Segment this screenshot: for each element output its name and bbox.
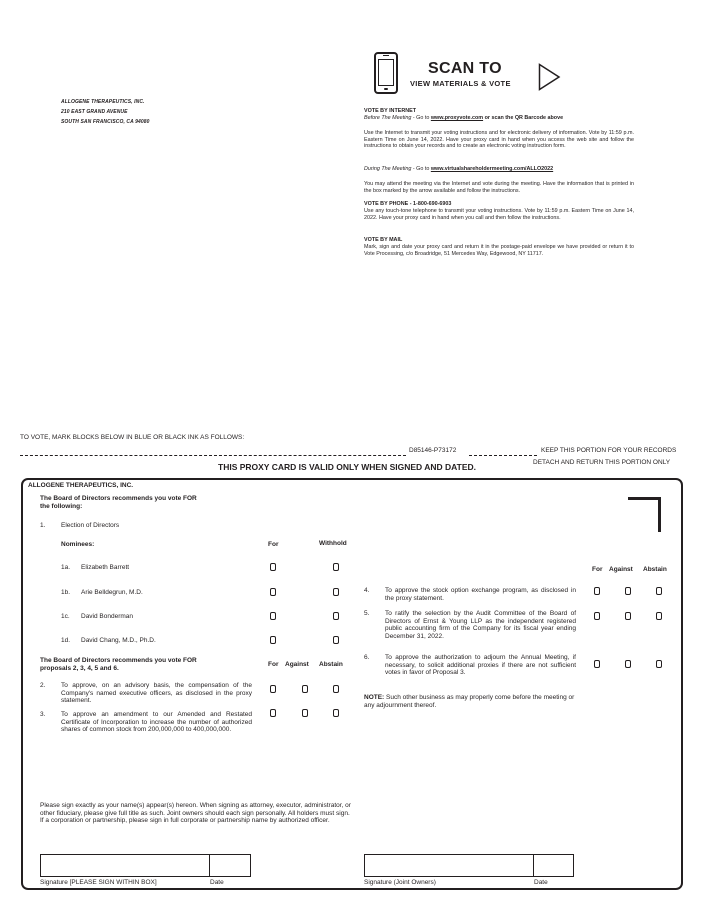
joint-signature-box[interactable] bbox=[364, 854, 534, 877]
proposal-num: 4. bbox=[364, 587, 370, 594]
address-street: 210 EAST GRAND AVENUE bbox=[61, 109, 128, 115]
scan-subtitle: VIEW MATERIALS & VOTE bbox=[410, 79, 511, 88]
checkbox-3-against[interactable] bbox=[302, 709, 308, 717]
checkbox-2-abstain[interactable] bbox=[333, 685, 339, 693]
proxyvote-link[interactable]: www.proxyvote.com bbox=[430, 115, 484, 121]
phone-text: Use any touch-tone telephone to transmit your voting instructions. Vote by 11:59 p.m. Eastern Time on June 14, 2022. Have your proxy card in hand when you call and then follow the instructions. bbox=[364, 208, 634, 221]
checkbox-4-abstain[interactable] bbox=[656, 587, 662, 595]
checkbox-1b-withhold[interactable] bbox=[333, 588, 339, 596]
checkbox-1a-withhold[interactable] bbox=[333, 563, 339, 571]
nominee-num: 1a. bbox=[61, 564, 71, 571]
valid-notice: THIS PROXY CARD IS VALID ONLY WHEN SIGNED AND DATED. bbox=[218, 462, 477, 472]
proposal-text: To approve an amendment to our Amended and Restated Certificate of Incorporation to increase the number of authorized shares of common stock from 200,000,000 to 400,000,000. bbox=[61, 711, 252, 733]
address-name: ALLOGENE THERAPEUTICS, INC. bbox=[61, 99, 145, 105]
rec1-line2: the following: bbox=[40, 503, 83, 510]
checkbox-2-against[interactable] bbox=[302, 685, 308, 693]
note bbox=[364, 694, 576, 709]
before-label: Before The Meeting bbox=[364, 115, 412, 121]
proposal-num: 5. bbox=[364, 610, 370, 617]
address-city: SOUTH SAN FRANCISCO, CA 94080 bbox=[61, 119, 150, 125]
checkbox-1c-withhold[interactable] bbox=[333, 612, 339, 620]
rec1-line1: The Board of Directors recommends you vote FOR bbox=[40, 495, 197, 502]
checkbox-6-for[interactable] bbox=[594, 660, 600, 668]
during-meeting-line bbox=[364, 166, 634, 173]
note-label: NOTE: bbox=[364, 694, 385, 701]
phone-icon bbox=[374, 52, 398, 94]
signature-box[interactable] bbox=[40, 854, 210, 877]
nominees-label: Nominees: bbox=[61, 541, 95, 548]
checkbox-5-for[interactable] bbox=[594, 612, 600, 620]
date-label: Date bbox=[210, 879, 224, 886]
before-tail: or scan the QR Barcode above bbox=[483, 115, 564, 121]
sign-instructions: Please sign exactly as your name(s) appear(s) hereon. When signing as attorney, executor, administrator, or other fiduciary, please give full title as such. Joint owners should each sign personally. All holders must sign. If a corporation or partnership, please sign in full corporate or partnership name by authorized officer. bbox=[40, 802, 351, 824]
mail-header: VOTE BY MAIL bbox=[364, 237, 403, 243]
col-abstain-right: Abstain bbox=[643, 566, 667, 573]
before-go: - Go to bbox=[411, 115, 431, 121]
detach-portion-label: DETACH AND RETURN THIS PORTION ONLY bbox=[533, 459, 671, 466]
before-meeting-line bbox=[364, 115, 634, 122]
col-for-left: For bbox=[268, 661, 279, 668]
nominee-name: David Bonderman bbox=[81, 613, 134, 620]
checkbox-6-abstain[interactable] bbox=[656, 660, 662, 668]
proposal-num: 6. bbox=[364, 654, 370, 661]
mark-instruction: TO VOTE, MARK BLOCKS BELOW IN BLUE OR BLACK INK AS FOLLOWS: bbox=[20, 434, 245, 441]
tear-line-left bbox=[20, 455, 406, 456]
checkbox-2-for[interactable] bbox=[270, 685, 276, 693]
nominee-num: 1b. bbox=[61, 589, 71, 596]
proposal-num: 3. bbox=[40, 711, 46, 718]
checkbox-5-abstain[interactable] bbox=[656, 612, 662, 620]
nominee-num: 1d. bbox=[61, 637, 71, 644]
keep-portion-label: KEEP THIS PORTION FOR YOUR RECORDS bbox=[541, 447, 677, 454]
during-text: You may attend the meeting via the Internet and vote during the meeting. Have the information that is printed in the box marked by the arrow available and follow the instructions. bbox=[364, 181, 634, 194]
control-number: D85146-P73172 bbox=[409, 447, 457, 454]
col-for-right: For bbox=[592, 566, 603, 573]
note-text: Such other business as may properly come before the meeting or any adjournment thereof. bbox=[364, 694, 575, 709]
checkbox-4-against[interactable] bbox=[625, 587, 631, 595]
card-company: ALLOGENE THERAPEUTICS, INC. bbox=[28, 482, 134, 489]
joint-signature-label: Signature (Joint Owners) bbox=[364, 879, 436, 886]
mail-text: Mark, sign and date your proxy card and return it in the postage-paid envelope we have provided or return it to Vote Processing, c/o Broadridge, 51 Mercedes Way, Edgewood, NY 11717. bbox=[364, 244, 634, 257]
checkbox-1c-for[interactable] bbox=[270, 612, 276, 620]
nominee-name: Elizabeth Barrett bbox=[81, 564, 130, 571]
corner-mark bbox=[628, 497, 661, 532]
col-abstain-left: Abstain bbox=[319, 661, 343, 668]
nominee-name: David Chang, M.D., Ph.D. bbox=[81, 637, 156, 644]
col-for-nominees: For bbox=[268, 541, 279, 548]
joint-date-label: Date bbox=[534, 879, 548, 886]
virtual-meeting-link[interactable]: www.virtualshareholdermeeting.com/ALLO2022 bbox=[430, 166, 554, 172]
tear-line-right bbox=[469, 455, 537, 456]
rec2-line1: The Board of Directors recommends you vote FOR bbox=[40, 657, 197, 664]
during-label: During The Meeting bbox=[364, 166, 412, 172]
arrow-icon bbox=[538, 63, 562, 91]
company-address bbox=[61, 97, 150, 127]
phone-header: VOTE BY PHONE - 1-800-690-6903 bbox=[364, 201, 452, 207]
checkbox-1b-for[interactable] bbox=[270, 588, 276, 596]
checkbox-3-for[interactable] bbox=[270, 709, 276, 717]
proposal-text: To ratify the selection by the Audit Committee of the Board of Directors of Ernst & Young LLP as the independent registered public accounting firm of the Company for its fiscal year ending December 31, 2022. bbox=[385, 610, 576, 640]
nominee-name: Arie Belldegrun, M.D. bbox=[81, 589, 143, 596]
checkbox-6-against[interactable] bbox=[625, 660, 631, 668]
item1-label: Election of Directors bbox=[61, 522, 120, 529]
date-box[interactable] bbox=[209, 854, 251, 877]
checkbox-5-against[interactable] bbox=[625, 612, 631, 620]
checkbox-4-for[interactable] bbox=[594, 587, 600, 595]
checkbox-1d-withhold[interactable] bbox=[333, 636, 339, 644]
item1-num: 1. bbox=[40, 522, 46, 529]
proposal-num: 2. bbox=[40, 682, 46, 689]
joint-date-box[interactable] bbox=[533, 854, 574, 877]
checkbox-1d-for[interactable] bbox=[270, 636, 276, 644]
proposal-text: To approve the authorization to adjourn the Annual Meeting, if necessary, to solicit additional proxies if there are not sufficient votes in favor of Proposal 3. bbox=[385, 654, 576, 676]
col-withhold: Withhold bbox=[319, 540, 347, 547]
checkbox-3-abstain[interactable] bbox=[333, 709, 339, 717]
proposal-text: To approve, on an advisory basis, the compensation of the Company's named executive officers, as disclosed in the proxy statement. bbox=[61, 682, 252, 704]
col-against-right: Against bbox=[609, 566, 633, 573]
internet-header: VOTE BY INTERNET bbox=[364, 108, 417, 114]
rec2-line2: proposals 2, 3, 4, 5 and 6. bbox=[40, 665, 119, 672]
scan-title: SCAN TO bbox=[428, 60, 502, 77]
signature-label: Signature [PLEASE SIGN WITHIN BOX] bbox=[40, 879, 157, 886]
internet-text: Use the Internet to transmit your voting instructions and for electronic delivery of information. Vote by 11:59 p.m. Eastern Time on June 14, 2022. Have your proxy card in hand when you access the web site and follow the instructions to obtain your records and to create an electronic voting instruction form. bbox=[364, 130, 634, 149]
col-against-left: Against bbox=[285, 661, 309, 668]
nominee-num: 1c. bbox=[61, 613, 70, 620]
proposal-text: To approve the stock option exchange program, as disclosed in the proxy statement. bbox=[385, 587, 576, 602]
checkbox-1a-for[interactable] bbox=[270, 563, 276, 571]
during-go: - Go to bbox=[411, 166, 431, 172]
